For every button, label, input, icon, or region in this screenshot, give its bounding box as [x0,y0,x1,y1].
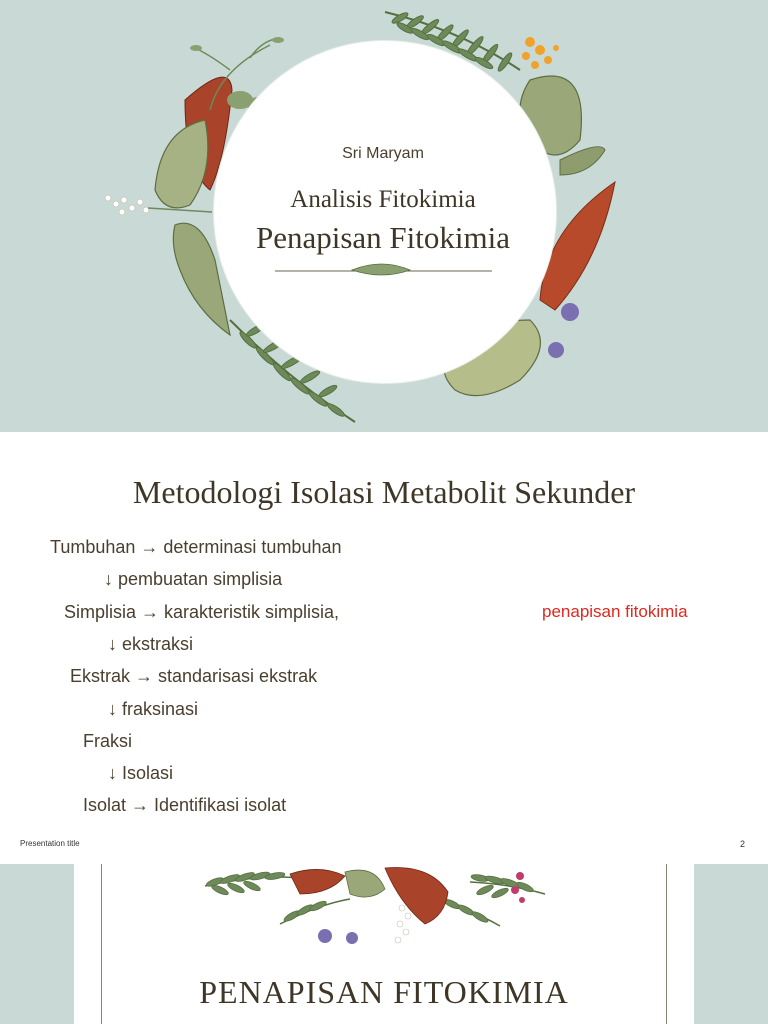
flow-line: ↓ pembuatan simplisia [104,569,283,589]
author-name: Sri Maryam [342,145,424,162]
flow-line: Ekstrak → standarisasi ekstrak [70,666,318,686]
flow-line: ↓ ekstraksi [108,634,194,654]
title-slide [0,0,768,432]
page-number: 2 [740,839,746,849]
highlight-note: penapisan fitokimia [542,602,688,621]
flow-line: ↓ Isolasi [108,763,174,783]
title-line-1: Analisis Fitokimia [290,186,476,213]
flow-line: Fraksi [83,731,132,751]
flow-line: Isolat → Identifikasi isolat [83,795,287,815]
botanical-garland-illustration [0,864,768,954]
flow-line: ↓ fraksinasi [108,699,199,719]
flow-line: Simplisia → karakteristik simplisia, [64,602,340,622]
section-title: PENAPISAN FITOKIMIA [199,974,569,1010]
title-divider [0,0,768,432]
footer-presentation-title: Presentation title [20,839,80,848]
slide-title: Metodologi Isolasi Metabolit Sekunder [132,474,636,510]
title-line-2: Penapisan Fitokimia [255,220,510,255]
flow-line: Tumbuhan → determinasi tumbuhan [50,537,342,557]
